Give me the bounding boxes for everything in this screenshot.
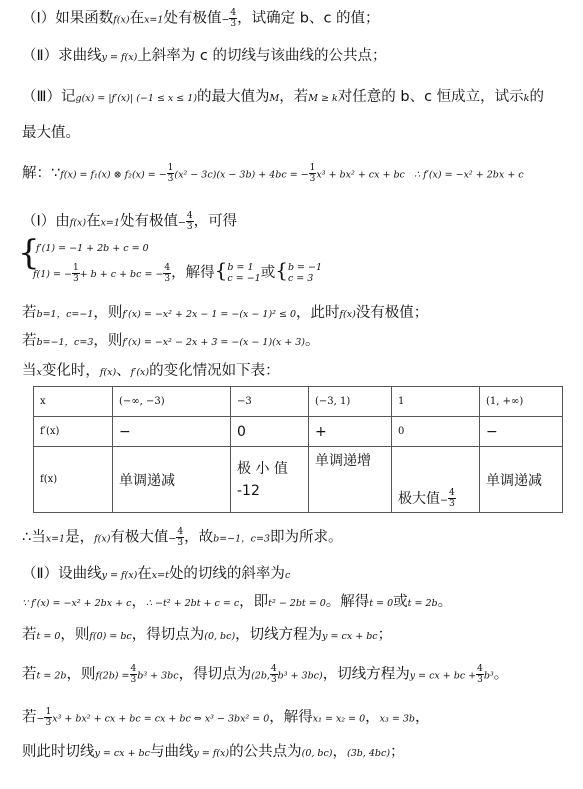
text: 对任意的 b、c 恒成立，试示 xyxy=(337,89,524,105)
text: ，可得 xyxy=(193,213,238,230)
case2-line: 若b=−1，c=3，则f′(x) = −x² − 2x + 3 = −(x − 1)(x + 3)。 xyxy=(22,333,320,349)
table-cell: + xyxy=(309,417,392,447)
system-eq2: f(1) = − $\frac{1}{3}$ + b + c + bc = − $\frac{4}{3}$ ，解得{ b = 1 c = −1 或{ b = −1 c = 3 xyxy=(33,258,323,284)
table-cell: 单调递减 xyxy=(480,447,563,513)
part2-statement xyxy=(22,46,387,68)
math: f(x) xyxy=(113,14,130,26)
table-cell: f′(x) xyxy=(34,417,113,447)
table-row xyxy=(34,417,563,447)
table-cell: 1 xyxy=(392,387,480,417)
system-eq1 xyxy=(36,237,149,259)
text: 上斜率为 c 的切线与该曲线的公共点； xyxy=(137,48,387,64)
table-cell: −3 xyxy=(231,387,309,417)
text: 处有极值 xyxy=(119,213,178,230)
part1-statement: （Ⅰ）如果函数f(x)在x=1处有极值− $\frac{4}{3}$ ，试确定 b、c 的值； xyxy=(22,8,380,29)
table-cell: 极 小 值 -12 xyxy=(231,447,309,513)
fraction: $\frac{4}{3}$ xyxy=(230,8,237,29)
math: M xyxy=(269,93,280,104)
s2-line4: 若t = 2b，则f(2b) = $\frac{4}{3}$ b³ + 3bc，得切点为(2b, $\frac{4}{3}$ b³ + 3bc)，切线方程为y = cx + bc + $\frac{4}{3}$ b³。 xyxy=(22,664,509,685)
text: ，解得 xyxy=(171,265,215,281)
table-row xyxy=(34,387,563,417)
part3-statement-cont xyxy=(22,123,80,143)
text: ，试确定 b、c 的值； xyxy=(237,10,380,27)
s2-line5: 若− $\frac{1}{3}$ x³ + bx² + cx + bc = cx + bc ⇔ x³ − 3bx² = 0，解得x₁ = x₂ = 0，x₃ = 3b， xyxy=(22,707,430,728)
table-cell: 单调递减 xyxy=(113,447,231,513)
math: (x² − 3c)(x − 3b) + 4bc = − xyxy=(174,169,309,181)
table-cell-max: 极大值− $\frac{4}{3}$ xyxy=(392,447,480,513)
s2-line2: ∵ f′(x) = −x² + 2bx + c，∴ −t² + 2bt + c = c，即t² − 2bt = 0。解得t = 0或t = 2b。 xyxy=(22,594,453,610)
s2-line3: 若t = 0，则f(0) = bc，得切点为(0, bc)，切线方程为y = cx + bc； xyxy=(22,627,393,643)
text: 的最大值为 xyxy=(197,89,270,105)
s1-intro: （Ⅰ）由f(x)在x=1处有极值− $\frac{4}{3}$ ，可得 xyxy=(22,211,238,232)
math: f(x) = f₁(x) ⊗ f₂(x) = − xyxy=(60,169,167,181)
text: 在 xyxy=(129,10,145,27)
math: x=1 xyxy=(100,217,120,229)
table-cell: (−3, 1) xyxy=(309,387,392,417)
table-cell: − xyxy=(480,417,563,447)
case1-line: 若b=1，c=−1，则f′(x) = −x² + 2x − 1 = −(x − 1)² ≤ 0，此时f(x)没有极值； xyxy=(22,305,429,321)
table-cell: 0 xyxy=(392,417,480,447)
s2-line6: 则此时切线y = cx + bc与曲线y = f(x)的公共点为(0, bc)，(3b, 4bc)； xyxy=(22,744,405,760)
math: f′(1) = −1 + 2b + c = 0 xyxy=(36,243,149,254)
table-cell: x xyxy=(34,387,113,417)
table-cell: (−∞, −3) xyxy=(113,387,231,417)
system-brace: { xyxy=(18,233,40,273)
table-cell: 0 xyxy=(231,417,309,447)
table-cell: 单调递增 xyxy=(309,447,392,513)
math: k xyxy=(523,93,530,104)
math: ∴ f′(x) = −x² + 2bx + c xyxy=(414,169,524,181)
math: f(1) = − xyxy=(33,269,72,280)
math: x=1 xyxy=(144,14,164,26)
text: （Ⅱ）求曲线 xyxy=(22,48,102,64)
table-cell: (1, +∞) xyxy=(480,387,563,417)
text: （Ⅰ）如果函数 xyxy=(22,10,114,27)
text: 处有极值 xyxy=(163,10,222,27)
text: （Ⅲ）记 xyxy=(22,89,76,105)
part3-statement xyxy=(22,87,544,109)
table-row xyxy=(34,447,563,513)
text: 的 xyxy=(529,89,544,105)
math: y = f(x) xyxy=(101,52,138,63)
conclusion-line: ∴当x=1是，f(x)有极大值− $\frac{4}{3}$ ，故b=−1，c=3即为所求。 xyxy=(22,527,343,548)
math: g(x) = |f′(x)| (−1 ≤ x ≤ 1) xyxy=(75,93,198,104)
table-cell: − xyxy=(113,417,231,447)
text: 在 xyxy=(86,213,101,230)
text: ，若 xyxy=(279,89,309,105)
table-cell: f(x) xyxy=(34,447,113,513)
solution-definition: 解：∵f(x) = f₁(x) ⊗ f₂(x) = − $\frac{1}{3}$ (x² − 3c)(x − 3b) + 4bc = − $\frac{1}{3}$ x³ + bx² + cx + bc ∴ f′(x) = −x² + 2bx + c xyxy=(22,163,524,184)
text: （Ⅰ）由 xyxy=(22,213,70,230)
math: x³ + bx² + cx + bc xyxy=(316,169,405,181)
math: M ≥ k xyxy=(308,93,338,104)
math: + b + c + bc = − xyxy=(79,269,164,280)
s2-line1: （Ⅱ）设曲线y = f(x)在x=t处的切线的斜率为c xyxy=(22,566,291,582)
variation-table xyxy=(33,386,563,513)
math: f(x) xyxy=(69,217,87,229)
text: 最大值。 xyxy=(22,125,80,141)
text: 或 xyxy=(260,265,276,281)
table-intro: 当x变化时，f(x)、f′(x)的变化情况如下表： xyxy=(22,363,280,379)
text: 解：∵ xyxy=(22,165,61,182)
